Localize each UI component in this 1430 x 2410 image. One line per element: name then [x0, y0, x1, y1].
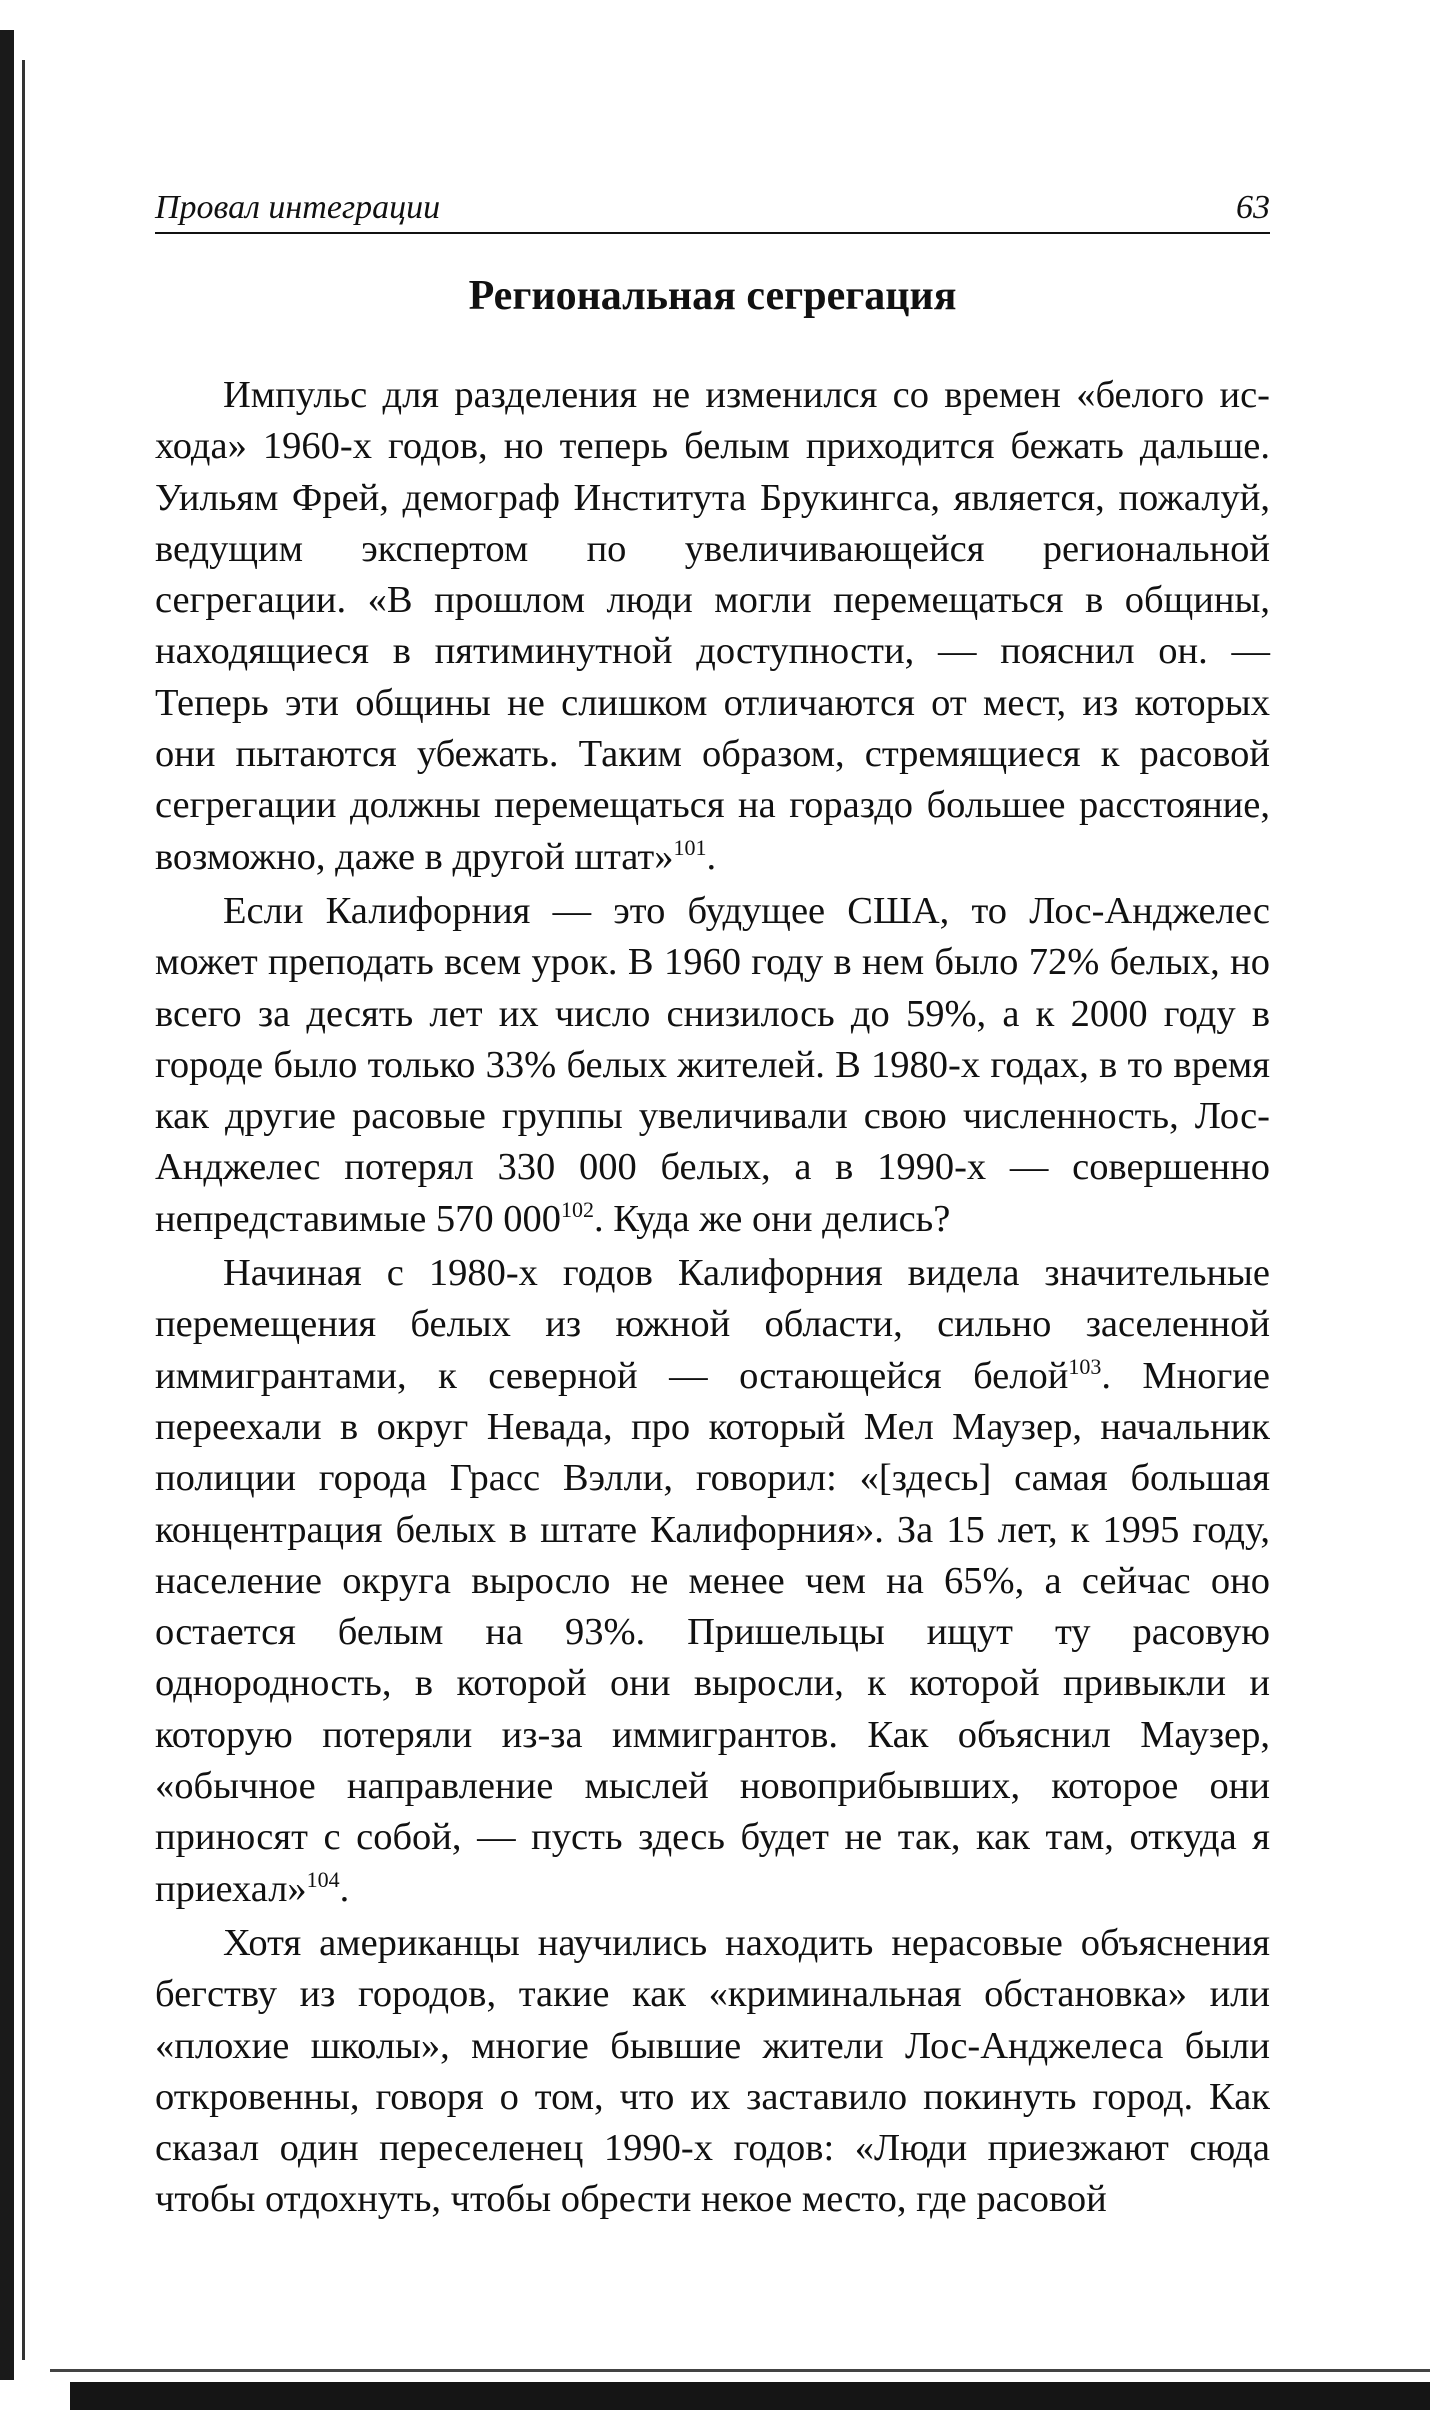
paragraph-4-text: Хотя американцы научились находить нерасовые объяснения бегству из городов, такие как «криминальная обстановка» или «плохие школы», многие бывшие жители Лос-Анджелеса были откровенны, говоря о том, что их заставило покинуть город. Как сказал один переселенец 1990-х годов: «Люди приезжают сюда чтобы отдохнуть, чтобы обрести некое место, где расовой: [155, 1921, 1270, 2221]
paragraph-3-end: .: [339, 1867, 350, 1910]
paragraph-2-tail: . Куда же они делись?: [594, 1197, 951, 1240]
section-heading: Региональная сегрегация: [468, 273, 957, 319]
paragraph-1-tail: .: [706, 835, 717, 878]
running-header: [155, 186, 1270, 234]
footnote-ref-101: 101: [673, 834, 707, 860]
paragraph-3-tail: . Многие переехали в округ Невада, про который Мел Маузер, начальник полиции города Грасс Вэлли, говорил: «[здесь] самая большая концентрация белых в штате Калифорния». За 15 лет, к 1995 году, население округа выросло не менее чем на 65%, а сейчас оно остается белым на 93%. Пришельцы ищут ту расовую однородность, в которой они выросли, к которой привыкли и которую потеряли из-за иммигрантов. Как объяснил Маузер, «обычное направление мыслей новоприбывших, которое они приносят с собой, — пусть здесь будет не так, как там, откуда я приехал»: [155, 1354, 1270, 1910]
footnote-ref-102: 102: [561, 1196, 595, 1222]
paragraph-2: [155, 886, 1270, 1245]
scan-border-left: [0, 30, 14, 2380]
footnote-ref-104: 104: [306, 1866, 340, 1892]
paragraph-3-text: Начиная с 1980-х годов Калифорния видела значительные перемещения белых из южной области, сильно заселенной иммигрантами, к северной — остающейся белой: [155, 1252, 1270, 1397]
footnote-ref-103: 103: [1068, 1353, 1102, 1379]
paragraph-1-text: Импульс для разделения не изменился со времен «белого исхода» 1960-х годов, но теперь белым приходится бежать дальше. Уильям Фрей, демограф Института Брукингса, является, пожалуй, ведущим экспертом по увеличивающейся региональной сегрегации. «В прошлом люди могли перемещаться в общины, находящиеся в пятиминутной доступности, — пояснил он. — Теперь эти общины не слишком отличаются от мест, из которых они пытаются убежать. Таким образом, стремящиеся к расовой сегрегации должны перемещаться на гораздо большее расстояние, возможно, даже в другой штат»: [155, 374, 1270, 878]
running-title: Провал интеграции: [155, 189, 441, 226]
paragraph-4: [155, 1918, 1270, 2226]
paragraph-2-text: Если Калифорния — это будущее США, то Лос-Анджелес может преподать всем урок. В 1960 году в нем было 72% белых, но всего за десять лет их число снизилось до 59%, а к 2000 году в городе было только 33% белых жителей. В 1980-х годах, в то время как другие расовые группы увеличивали свою численность, Лос-Анджелес потерял 330 000 белых, а в 1990-х — совершенно непредставимые 570 000: [155, 889, 1270, 1240]
paragraph-1: [155, 370, 1270, 883]
paragraph-3: [155, 1248, 1270, 1915]
scan-border-bottom-line: [50, 2369, 1430, 2372]
page-number: 63: [1236, 189, 1270, 226]
body-text: [155, 370, 1270, 2226]
scan-border-bottom: [70, 2382, 1430, 2410]
scan-border-left-line: [22, 60, 25, 2360]
